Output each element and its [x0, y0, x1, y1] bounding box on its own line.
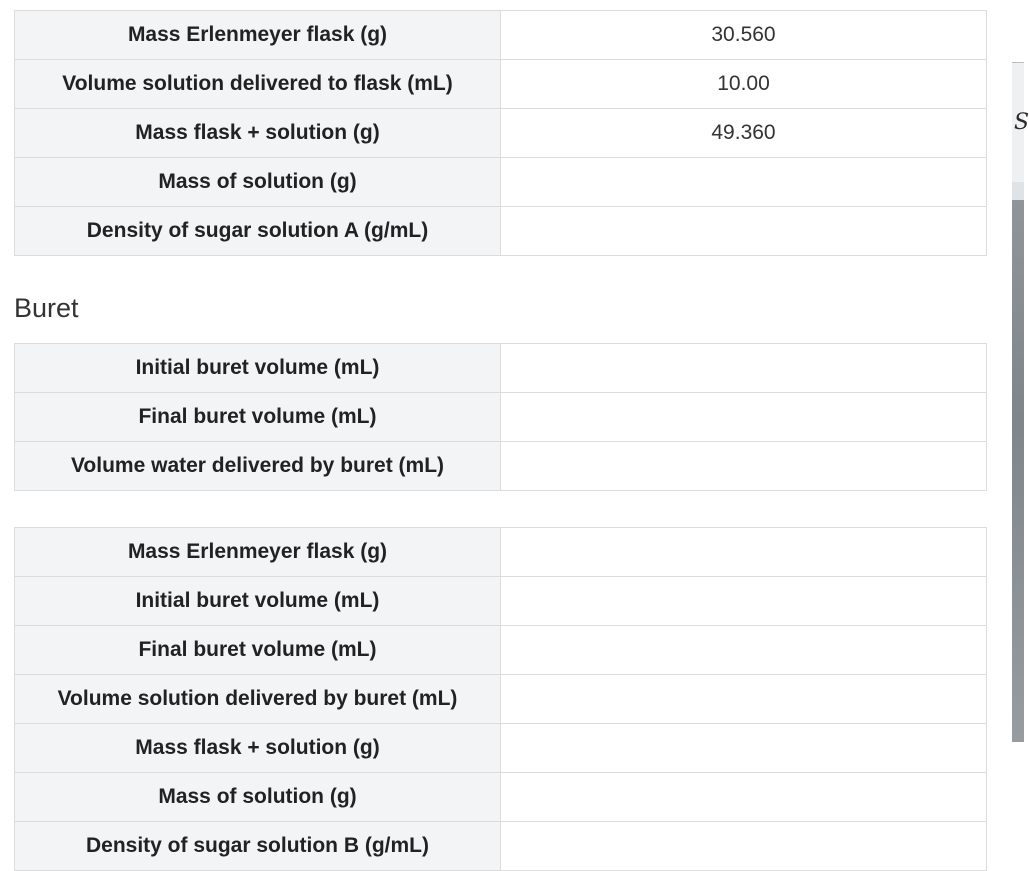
row-label: Initial buret volume (mL) [15, 344, 501, 393]
table-row [15, 11, 987, 60]
value-input-cell[interactable] [501, 577, 987, 626]
value-input-cell[interactable] [501, 626, 987, 675]
row-label: Mass of solution (g) [15, 773, 501, 822]
buret-table [14, 343, 987, 491]
value-input-cell[interactable] [501, 442, 987, 491]
value-input-cell[interactable] [501, 528, 987, 577]
table-row [15, 207, 987, 256]
table-row [15, 528, 987, 577]
row-label: Mass Erlenmeyer flask (g) [15, 528, 501, 577]
value-input-cell[interactable] [501, 675, 987, 724]
row-label: Initial buret volume (mL) [15, 577, 501, 626]
row-label: Mass of solution (g) [15, 158, 501, 207]
row-label: Mass Erlenmeyer flask (g) [15, 11, 501, 60]
row-label: Volume solution delivered to flask (mL) [15, 60, 501, 109]
row-label: Density of sugar solution A (g/mL) [15, 207, 501, 256]
background-glyph: S [1014, 110, 1029, 135]
table-row [15, 724, 987, 773]
value-input-cell[interactable] [501, 724, 987, 773]
value-input-cell[interactable]: 30.560 [501, 11, 987, 60]
buret-section-heading: Buret [14, 293, 79, 323]
table-row [15, 822, 987, 871]
solution-a-table [14, 10, 987, 256]
table-row [15, 393, 987, 442]
row-label: Volume solution delivered by buret (mL) [15, 675, 501, 724]
table-row [15, 344, 987, 393]
value-input-cell[interactable] [501, 393, 987, 442]
table-row [15, 60, 987, 109]
row-label: Mass flask + solution (g) [15, 109, 501, 158]
row-label: Volume water delivered by buret (mL) [15, 442, 501, 491]
value-input-cell[interactable] [501, 344, 987, 393]
row-label: Final buret volume (mL) [15, 393, 501, 442]
table-row [15, 577, 987, 626]
value-input-cell[interactable] [501, 822, 987, 871]
table-row [15, 109, 987, 158]
background-panel [1012, 182, 1024, 200]
value-input-cell[interactable] [501, 207, 987, 256]
value-input-cell[interactable] [501, 773, 987, 822]
value-input-cell[interactable]: 10.00 [501, 60, 987, 109]
solution-b-table [14, 527, 987, 871]
row-label: Density of sugar solution B (g/mL) [15, 822, 501, 871]
background-photo [1012, 200, 1024, 742]
value-input-cell[interactable]: 49.360 [501, 109, 987, 158]
value-input-cell[interactable] [501, 158, 987, 207]
row-label: Final buret volume (mL) [15, 626, 501, 675]
table-row [15, 158, 987, 207]
table-row [15, 626, 987, 675]
table-row [15, 773, 987, 822]
table-row [15, 442, 987, 491]
background-window-edge [1012, 0, 1029, 857]
table-row [15, 675, 987, 724]
row-label: Mass flask + solution (g) [15, 724, 501, 773]
